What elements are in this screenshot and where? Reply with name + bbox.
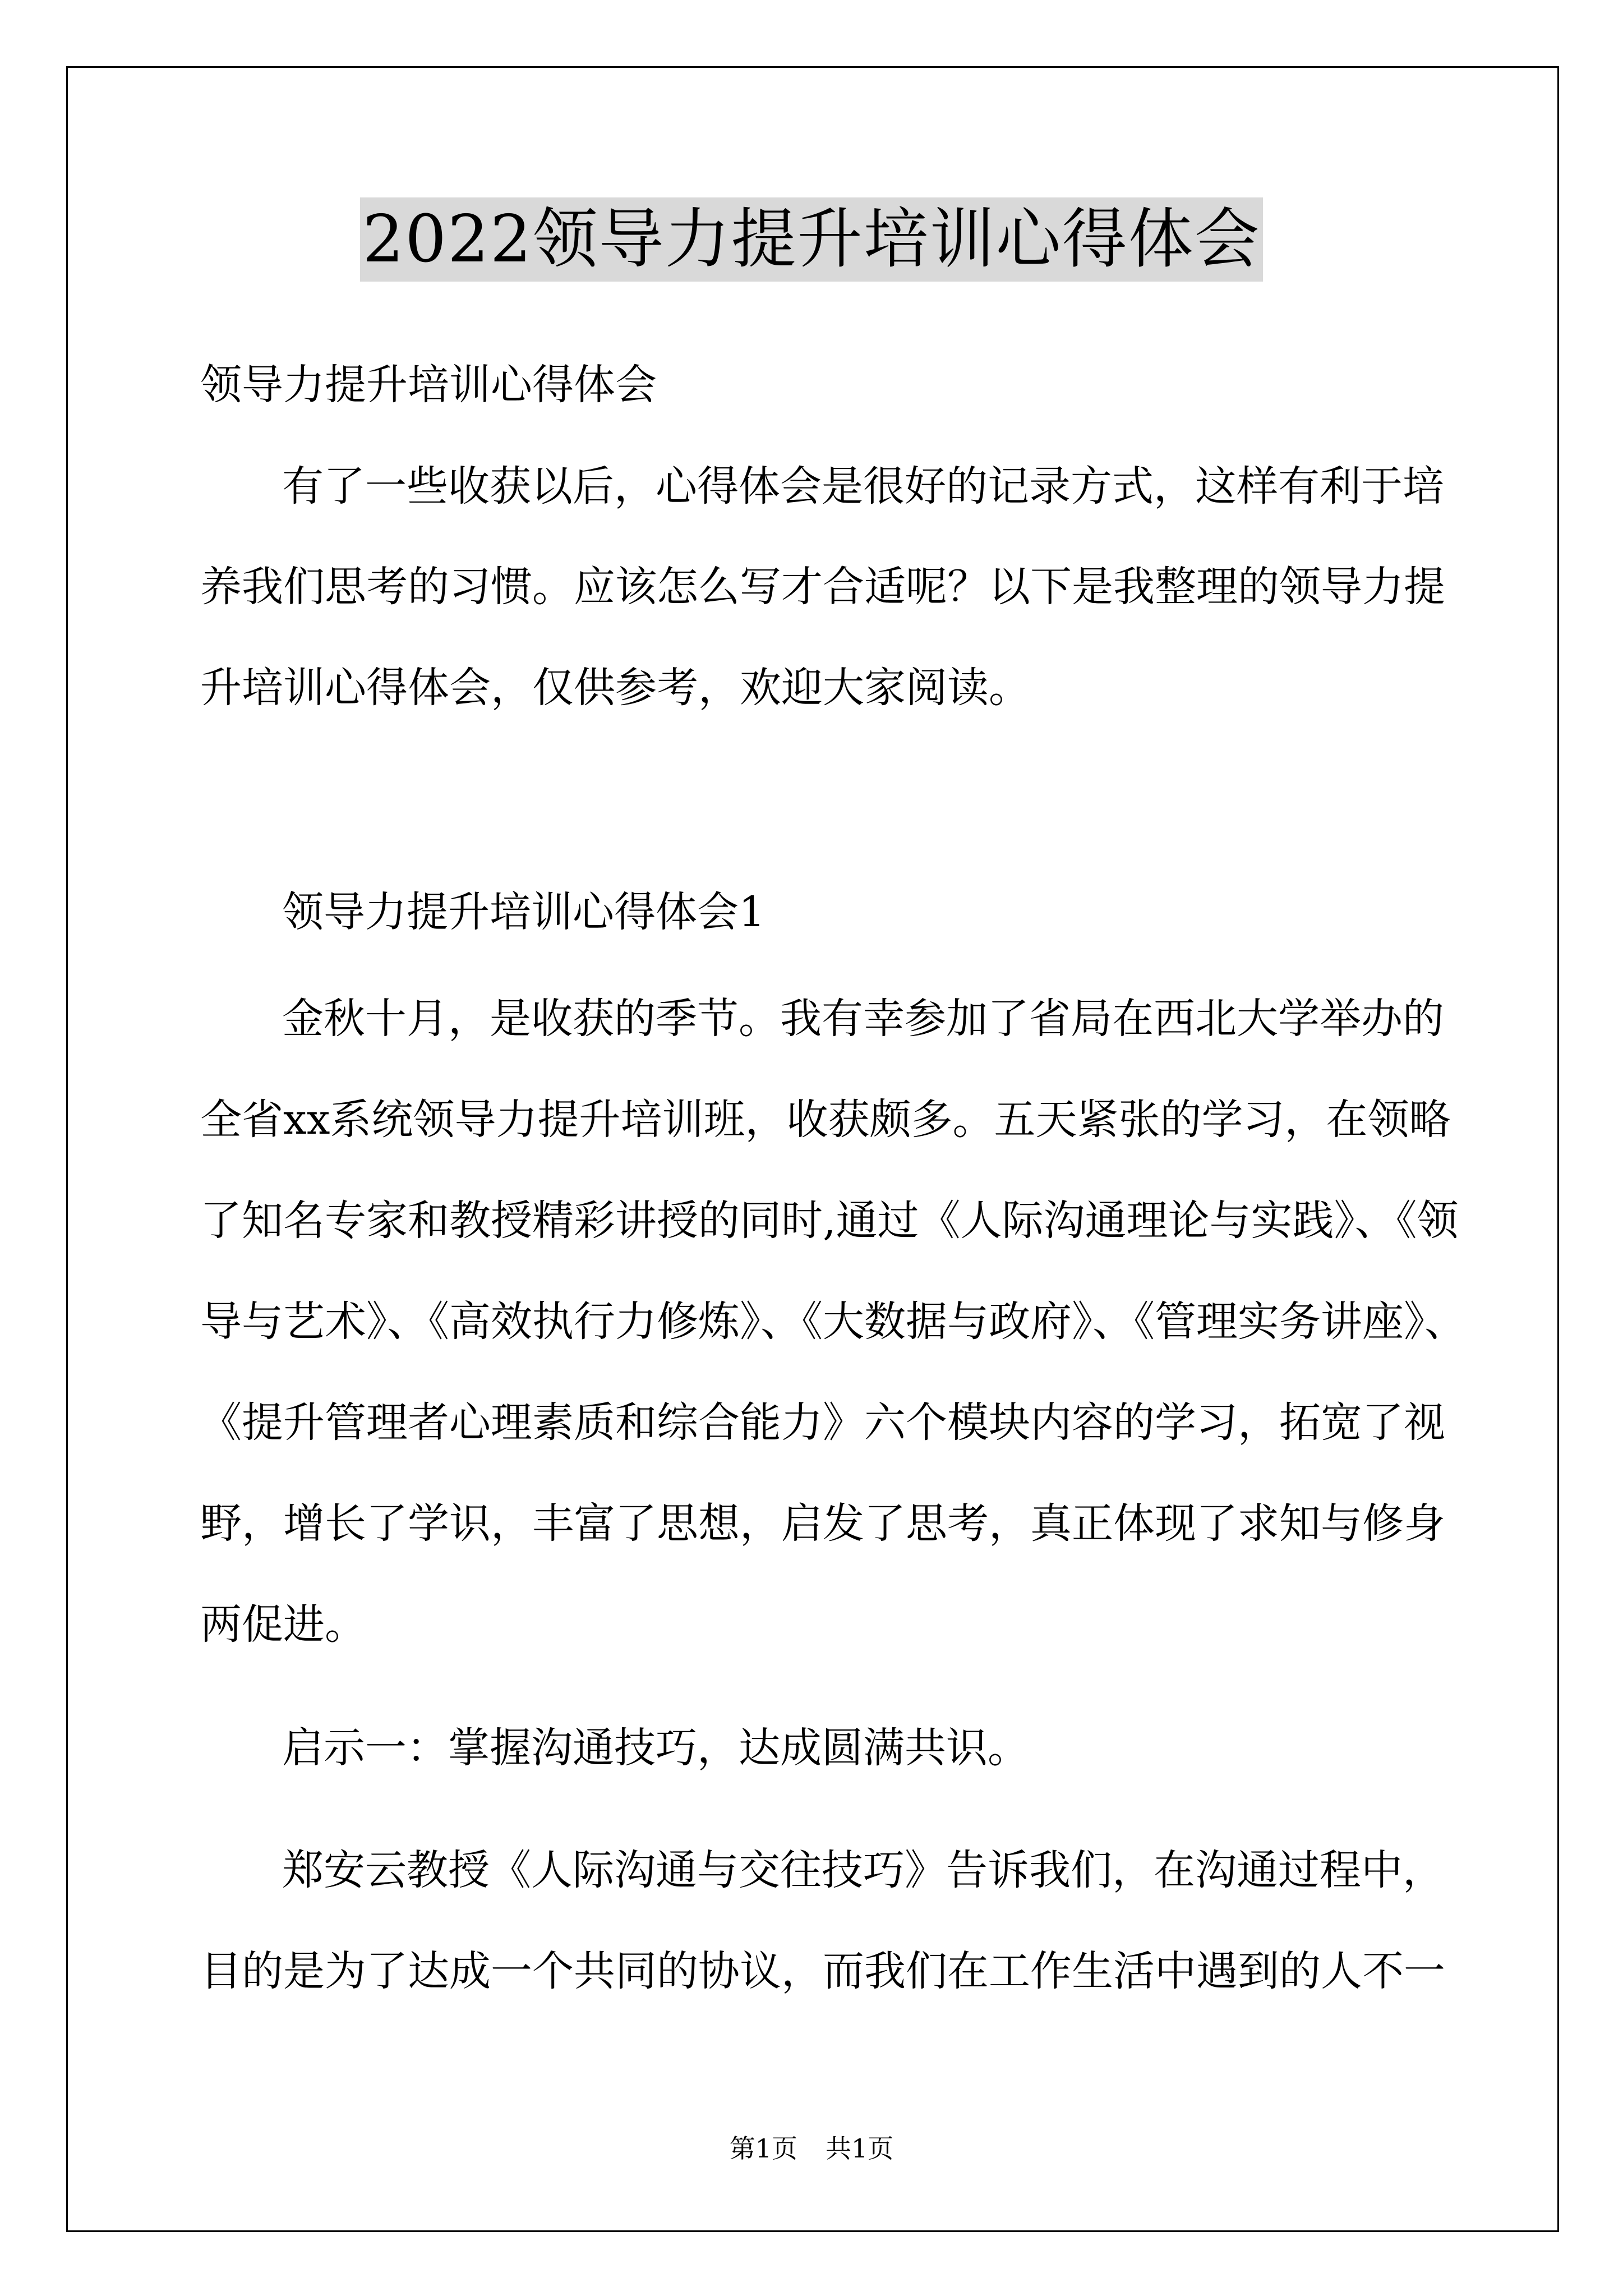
paragraph-line: 野，增长了学识，丰富了思想，启发了思考，真正体现了求知与修身 (200, 1499, 1445, 1548)
paragraph-line: 《提升管理者心理素质和综合能力》六个模块内容的学习，拓宽了视 (200, 1398, 1445, 1447)
paragraph-line: 养我们思考的习惯。应该怎么写才合适呢？以下是我整理的领导力提 (200, 563, 1445, 611)
paragraph-line: 金秋十月，是收获的季节。我有幸参加了省局在西北大学举办的 (282, 995, 1444, 1043)
paragraph-line: 目的是为了达成一个共同的协议，而我们在工作生活中遇到的人不一 (200, 1947, 1445, 1995)
document-title: 2022领导力提升培训心得体会 (360, 197, 1262, 282)
page-total: 共1页 (826, 2133, 894, 2164)
page-number: 第1页 (729, 2133, 797, 2164)
section-heading: 领导力提升培训心得体会1 (282, 888, 766, 936)
paragraph-line: 郑安云教授《人际沟通与交往技巧》告诉我们，在沟通过程中， (282, 1846, 1444, 1894)
paragraph-line: 全省xx系统领导力提升培训班，收获颇多。五天紧张的学习，在领略 (200, 1096, 1451, 1144)
insight-heading: 启示一：掌握沟通技巧，达成圆满共识。 (282, 1724, 1029, 1772)
page-footer (0, 2132, 1623, 2165)
paragraph-line: 两促进。 (200, 1600, 366, 1649)
paragraph-line: 导与艺术》、《高效执行力修炼》、《大数据与政府》、《管理实务讲座》、 (200, 1297, 1466, 1346)
subtitle-line: 领导力提升培训心得体会 (200, 361, 657, 409)
paragraph-line: 升培训心得体会，仅供参考，欢迎大家阅读。 (200, 664, 1030, 712)
paragraph-line: 了知名专家和教授精彩讲授的同时,通过《人际沟通理论与实践》、《领 (200, 1197, 1459, 1245)
paragraph-line: 有了一些收获以后，心得体会是很好的记录方式，这样有利于培 (282, 462, 1444, 510)
title-container (0, 197, 1623, 282)
